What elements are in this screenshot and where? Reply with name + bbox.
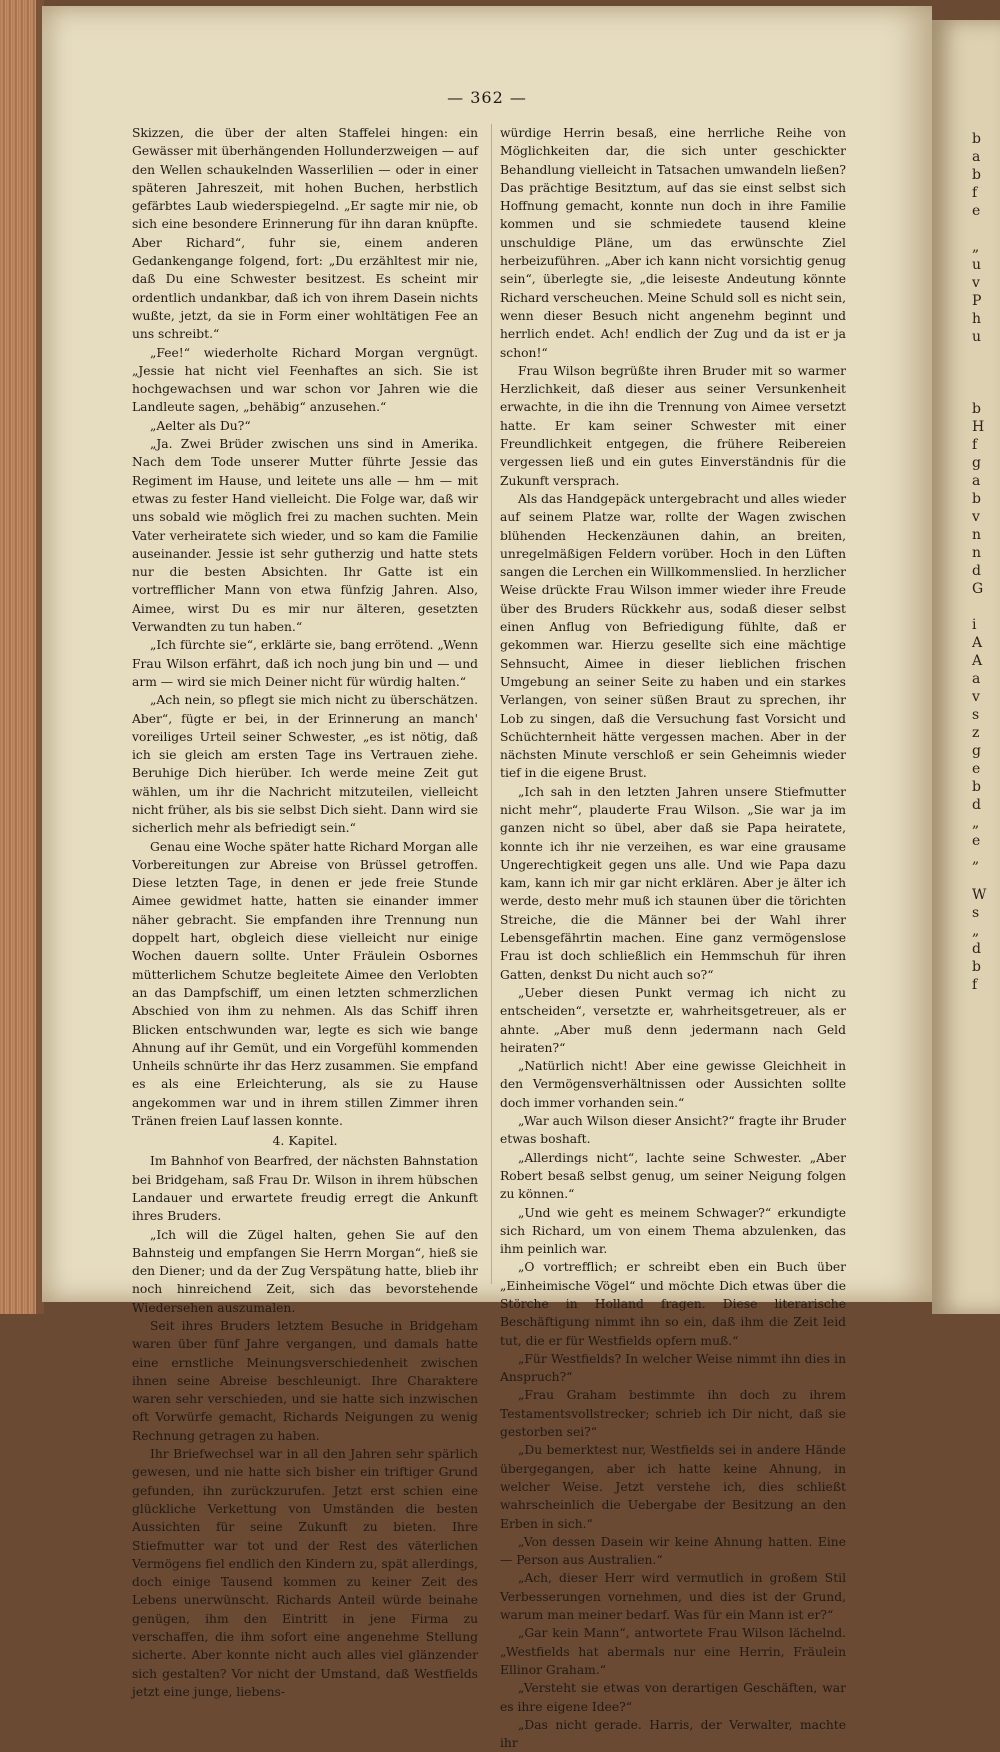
paragraph: „Ich sah in den letzten Jahren unsere Stiefmutter nicht mehr“, plauderte Frau Wilson. „Sie war ja im ganzen nicht so übel, aber daß sie Papa heiratete, konnte ich ihr nie verzeihen, es war eine grausame Ungerechtigkeit gegen uns alle. Und wie Papa dazu kam, kann ich mir gar nicht erklären. Aber je älter ich werde, desto mehr muß ich staunen über die törichten Streiche, die die Männer bei der Wahl ihrer Lebensgefährtin machen. Eine ganz vermögenslose Frau ist doch schließlich ein Hemmschuh für ihren Gatten, denkst Du nicht auch so?“ bbox=[500, 784, 846, 982]
adjacent-page-fragment: b bbox=[972, 491, 981, 507]
paragraph: Skizzen, die über der alten Staffelei hingen: ein Gewässer mit überhängenden Hollunderzweigen — auf den Wellen schaukelnden Wasserlilien — oder in einer späteren Jahreszeit, mit hohen Buchen, herbstlich gefärbtes Laub wiederspiegelnd. „Er sagte mir nie, ob sich eine besondere Erinnerung für ihn daran knüpfte. Aber Richard“, fuhr sie, einem anderen Gedankengange folgend, fort: „Du erzähltest mir nie, daß Du eine Schwester besitzest. Es scheint mir ordentlich undankbar, daß ich von ihrem Dasein nichts wußte, jetzt, da sie in Form einer wohltätigen Fee an uns schreibt.“ bbox=[132, 126, 478, 342]
paragraph: Genau eine Woche später hatte Richard Morgan alle Vorbereitungen zur Abreise von Brüssel getroffen. Diese letzten Tage, in denen er jede freie Stunde Aimee gewidmet hatte, hatten sie einander immer näher gebracht. Sie empfanden ihre Trennung nun doppelt hart, obgleich diese vielleicht nur einige Wochen dauern sollte. Unter Fräulein Osbornes mütterlichem Schutze begleitete Aimee den Verlobten an das Dampfschiff, um einen letzten schmerzlichen Abschied von ihm zu nehmen. Als das Schiff ihren Blicken entschwunden war, legte es sich wie bange Ahnung auf ihr Gemüt, und ein Vorgefühl kommenden Unheils schnürte ihr das Herz zusammen. Sie empfand es als eine Erleichterung, als sie zu Hause angekommen war und in ihrem stillen Zimmer ihren Tränen freien Lauf lassen konnte. bbox=[132, 839, 478, 1129]
paragraph: Frau Wilson begrüßte ihren Bruder mit so warmer Herzlichkeit, daß dieser aus seiner Versunkenheit erwachte, in die ihn die Trennung von Aimee versetzt hatte. Er kam seiner Schwester mit einer Freundlichkeit entgegen, die frühere Reibereien vergessen ließ und ein gutes Einverständnis für die Zukunft versprach. bbox=[500, 363, 846, 488]
adjacent-page-fragment: G bbox=[972, 581, 984, 597]
adjacent-page-fragment: e bbox=[972, 833, 981, 849]
paragraph: „Du bemerktest nur, Westfields sei in andere Hände übergegangen, aber ich hatte keine Ahnung, in welcher Weise. Jetzt verstehe ich, dies schließt wahrscheinlich die Uebergabe der Besitzung an den Erben in sich.“ bbox=[500, 1443, 846, 1531]
adjacent-page-edge bbox=[932, 20, 1000, 1314]
adjacent-page-fragment: f bbox=[972, 185, 978, 201]
adjacent-page-fragment: b bbox=[972, 167, 981, 183]
adjacent-page-fragment: „ bbox=[972, 239, 980, 255]
adjacent-page-fragment: f bbox=[972, 977, 978, 993]
adjacent-page-fragment: A bbox=[972, 635, 983, 651]
adjacent-page-fragment: h bbox=[972, 311, 982, 327]
paragraph: „O vortrefflich; er schreibt eben ein Buch über „Einheimische Vögel“ und möchte Dich etwas über die Störche in Holland fragen. Diese literarische Beschäftigung nimmt ihn so ein, daß ihm die Zeit leid tut, die er für Westfields opfern muß.“ bbox=[500, 1260, 846, 1348]
paragraph: „Ueber diesen Punkt vermag ich nicht zu entscheiden“, versetzte er, wahrheitsgetreuer, als er ahnte. „Aber muß denn jedermann nach Geld heiraten?“ bbox=[500, 985, 846, 1055]
paragraph: „Für Westfields? In welcher Weise nimmt ihn dies in Anspruch?“ bbox=[500, 1351, 846, 1385]
adjacent-page-fragment: a bbox=[972, 671, 981, 687]
adjacent-page-fragment: b bbox=[972, 401, 981, 417]
adjacent-page-fragment: a bbox=[972, 149, 981, 165]
column-divider bbox=[491, 124, 492, 1284]
adjacent-page-fragment: v bbox=[972, 509, 980, 525]
right-column bbox=[500, 124, 846, 1752]
paragraph: „Das nicht gerade. Harris, der Verwalter, machte ihr bbox=[500, 1717, 846, 1751]
chapter-heading: 4. Kapitel. bbox=[272, 1133, 338, 1149]
paragraph: „Natürlich nicht! Aber eine gewisse Gleichheit in den Vermögensverhältnissen oder Aussichten sollte doch immer vorhanden sein.“ bbox=[500, 1059, 846, 1110]
adjacent-page-fragment bbox=[932, 346, 1000, 364]
page-number: — 362 — bbox=[447, 88, 527, 107]
adjacent-page-fragment: d bbox=[972, 941, 981, 957]
paragraph: „Und wie geht es meinem Schwager?“ erkundigte sich Richard, um von einem Thema abzulenken, das ihm peinlich war. bbox=[500, 1205, 846, 1257]
adjacent-page-fragment: g bbox=[972, 455, 981, 471]
paragraph: würdige Herrin besaß, eine herrliche Reihe von Möglichkeiten dar, die sich unter geschickter Behandlung vielleicht in Tatsachen umwandeln ließen? Das prächtige Besitztum, auf das sie einst selbst sich Hoffnung gemacht, konnte nun doch in ihre Familie kommen und sie schmiedete tausend kleine unschuldige Pläne, um das erwünschte Ziel herbeizuführen. „Aber ich kann nicht vorsichtig genug sein“, überlegte sie, „die leiseste Andeutung könnte Richard verscheuchen. Meine Schuld soll es nicht sein, wenn dieser Besuch nicht angenehm beginnt und herrlich endet. Ach! endlich der Zug und da ist er ja schon!“ bbox=[500, 126, 846, 360]
adjacent-page-fragment: „ bbox=[972, 851, 980, 867]
paragraph: Als das Handgepäck untergebracht und alles wieder auf seinem Platze war, rollte der Wagen zwischen blühenden Heckenzäunen dahin, an breiten, unregelmäßigen Feldern vorüber. Hoch in den Lüften sangen die Lerchen ein Willkommenslied. In herzlicher Weise drückte Frau Wilson immer wieder ihre Freude über des Bruders Rückkehr aus, sodaß dieser selbst einen Anflug von Befriedigung fühlte, daß er gekommen war. Hierzu gesellte sich eine mächtige Sehnsucht, Aimee in dieser lieblichen frischen Umgebung an seiner Seite zu haben und ein starkes Verlangen, von seiner süßen Braut zu sprechen, ihr Lob zu singen, daß die Versuchung fast Vorsicht und Schüchternheit hätte vergessen machen. Aber in der nächsten Minute verschloß er sein Geheimnis wieder tief in die eigene Brust. bbox=[500, 491, 846, 781]
adjacent-page-fragment: W bbox=[972, 887, 987, 903]
paragraph: „Allerdings nicht“, lachte seine Schwester. „Aber Robert besaß selbst genug, um seiner Neigung folgen zu können.“ bbox=[500, 1150, 846, 1202]
adjacent-page-fragment bbox=[932, 382, 1000, 400]
paragraph: „Ich will die Zügel halten, gehen Sie auf den Bahnsteig und empfangen Sie Herrn Morgan“, hieß sie den Diener; und da der Zug Verspätung hatte, blieb ihr noch hinreichend Zeit, sich das bevorstehende Wiedersehen auszumalen. bbox=[132, 1227, 478, 1315]
adjacent-page-fragment: „ bbox=[972, 815, 980, 831]
adjacent-page-fragment: n bbox=[972, 527, 982, 543]
adjacent-page-fragment bbox=[932, 364, 1000, 382]
paragraph: „Fee!“ wiederholte Richard Morgan vergnügt. „Jessie hat nicht viel Feenhaftes an sich. Sie ist hochgewachsen und war schon vor Jahren wie die Landleute sagen, „behäbig“ anzusehen.“ bbox=[132, 345, 478, 415]
adjacent-page-fragment: e bbox=[972, 203, 981, 219]
paragraph: „Versteht sie etwas von derartigen Geschäften, war es ihre eigene Idee?“ bbox=[500, 1681, 846, 1714]
paragraph: „War auch Wilson dieser Ansicht?“ fragte ihr Bruder etwas boshaft. bbox=[500, 1114, 846, 1147]
adjacent-page-fragment bbox=[932, 220, 1000, 238]
paragraph: Seit ihres Bruders letztem Besuche in Bridgeham waren über fünf Jahre vergangen, und damals hatte eine ernstliche Meinungsverschiedenheit zwischen ihnen seine Abreise beschleunigt. Ihre Charaktere waren sehr verschieden, und sie hatte sich inzwischen oft Vorwürfe gemacht, Richards Neigungen zu wenig Rechnung getragen zu haben. bbox=[132, 1319, 478, 1443]
adjacent-page-fragment: s bbox=[972, 707, 980, 723]
adjacent-page-fragment: „ bbox=[972, 923, 980, 939]
adjacent-page-fragment: P bbox=[972, 293, 982, 309]
paragraph: „Gar kein Mann“, antwortete Frau Wilson lächelnd. „Westfields hat abermals nur eine Herrin, Fräulein Ellinor Graham.“ bbox=[500, 1626, 846, 1677]
paragraph: „Ach nein, so pflegt sie mich nicht zu überschätzen. Aber“, fügte er bei, in der Erinnerung an manch' voreiliges Urteil seiner Schwester, „es ist nötig, daß ich sie gleich am ersten Tage ins Vertrauen ziehe. Beruhige Dich hierüber. Ich werde meine Zeit gut wählen, um ihr die Nachricht mitzuteilen, vielleicht nicht früher, als bis sie selbst Dich sieht. Dann wird sie sicherlich mehr als befriedigt sein.“ bbox=[132, 693, 478, 836]
adjacent-page-fragment: s bbox=[972, 905, 980, 921]
paragraph: Im Bahnhof von Bearfred, der nächsten Bahnstation bei Bridgeham, saß Frau Dr. Wilson in ihrem hübschen Landauer und erwartete freudig erregt die Ankunft ihres Bruders. bbox=[132, 1154, 478, 1224]
adjacent-page-fragment: a bbox=[972, 473, 981, 489]
adjacent-page-text bbox=[932, 20, 1000, 994]
adjacent-page-fragment bbox=[932, 598, 1000, 616]
adjacent-page-fragment: H bbox=[972, 419, 985, 435]
adjacent-page-fragment: u bbox=[972, 257, 982, 273]
paragraph: „Von dessen Dasein wir keine Ahnung hatten. Eine — Person aus Australien.“ bbox=[500, 1534, 846, 1568]
paragraph: „Frau Graham bestimmte ihn doch zu ihrem Testamentsvollstrecker; schrieb ich Dir nicht, daß sie gestorben sei?“ bbox=[500, 1388, 846, 1440]
paragraph: Ihr Briefwechsel war in all den Jahren sehr spärlich gewesen, und nie hatte sich bisher ein triftiger Grund gefunden, ihn zurückzurufen. Jetzt erst schien eine glückliche Verkettung von Umständen die besten Aussichten für seine Zukunft zu bieten. Ihre Stiefmutter war tot und der Rest des väterlichen Vermögens fiel endlich den Kindern zu, spät allerdings, doch einige Tausend kommen zu keiner Zeit des Lebens unerwünscht. Richards Anteil würde beinahe genügen, ihm den Eintritt in jene Firma zu verschaffen, die ihm sofort eine angenehme Stellung sicherte. Aber konnte nicht auch alles viel glänzender sich gestalten? Vor nicht der Umstand, daß Westfields jetzt eine junge, liebens- bbox=[132, 1447, 478, 1699]
adjacent-page-fragment: e bbox=[972, 761, 981, 777]
adjacent-page-fragment: d bbox=[972, 563, 981, 579]
adjacent-page-fragment: u bbox=[972, 329, 982, 345]
adjacent-page-fragment: g bbox=[972, 743, 981, 759]
adjacent-page-fragment: b bbox=[972, 131, 981, 147]
paragraph: „Ach, dieser Herr wird vermutlich in großem Stil Verbesserungen vornehmen, und dies ist der Grund, warum man meiner bedarf. Was für ein Mann ist er?“ bbox=[500, 1571, 846, 1623]
book-page bbox=[42, 6, 932, 1751]
adjacent-page-fragment: f bbox=[972, 437, 978, 453]
adjacent-page-fragment bbox=[932, 868, 1000, 886]
paragraph: „Ich fürchte sie“, erklärte sie, bang errötend. „Wenn Frau Wilson erfährt, daß ich noch jung bin und — und arm — wird sie mich Deiner nicht für würdig halten.“ bbox=[132, 638, 478, 689]
adjacent-page-fragment: b bbox=[972, 959, 981, 975]
adjacent-page-fragment: n bbox=[972, 545, 982, 561]
adjacent-page-fragment: v bbox=[972, 689, 980, 705]
left-column bbox=[132, 124, 478, 1701]
adjacent-page-fragment: A bbox=[972, 653, 983, 669]
adjacent-page-fragment: i bbox=[972, 617, 977, 633]
adjacent-page-fragment: d bbox=[972, 797, 981, 813]
paragraph: „Ja. Zwei Brüder zwischen uns sind in Amerika. Nach dem Tode unserer Mutter führte Jessie das Regiment im Hause, und leitete uns alle — hm — mit etwas zu fester Hand vielleicht. Die Folge war, daß wir uns sobald wie möglich frei zu machen suchten. Mein Vater verheiratete sich wieder, und so kam die Familie auseinander. Jessie ist sehr gutherzig und hatte stets nur die besten Absichten. Ihr Gatte ist ein vortrefflicher Mann von etwa fünfzig Jahren. Also, Aimee, wirst Du es mir nur älteren, gesetzten Verwandten zu tun haben.“ bbox=[132, 437, 478, 635]
adjacent-page-fragment: v bbox=[972, 275, 980, 291]
adjacent-page-fragment: b bbox=[972, 779, 981, 795]
adjacent-page-fragment: z bbox=[972, 725, 980, 741]
paragraph: „Aelter als Du?“ bbox=[150, 418, 251, 433]
